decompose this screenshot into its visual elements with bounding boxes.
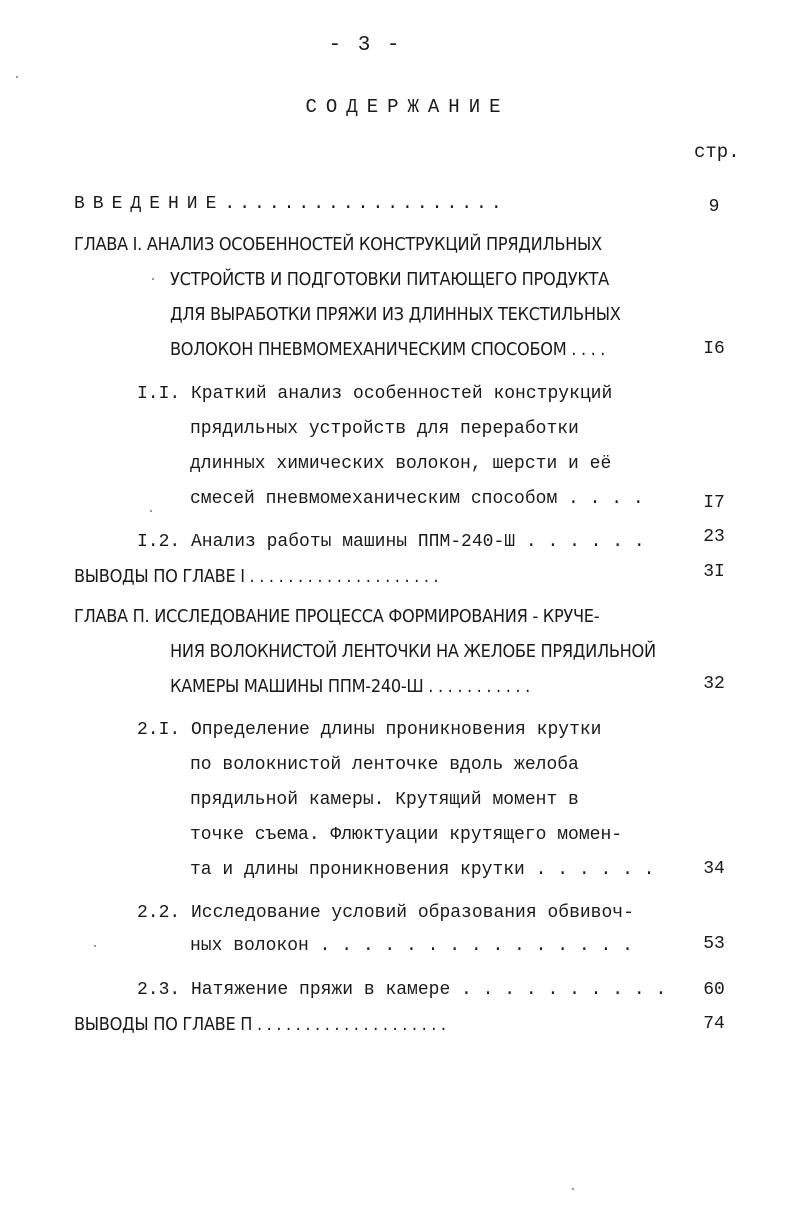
page-number: - 3 -: [328, 34, 402, 57]
toc-page-conclusions-1: 3I: [703, 562, 725, 582]
toc-chapter-2-line: ГЛАВА П. ИССЛЕДОВАНИЕ ПРОЦЕССА ФОРМИРОВАНИЯ - КРУЧЕ-: [74, 606, 600, 627]
toc-page-chapter-2: 32: [703, 674, 725, 694]
toc-page-section-2-3: 60: [703, 980, 725, 1000]
toc-page-section-2-1: 34: [703, 859, 725, 879]
toc-page-chapter-1: I6: [703, 339, 725, 359]
scan-speck: [94, 945, 96, 947]
toc-section-1-1-line: прядильных устройств для переработки: [190, 419, 579, 439]
toc-page-conclusions-2: 74: [703, 1014, 725, 1034]
toc-page-section-1-2: 23: [703, 527, 725, 547]
toc-section-2-3: 2.3. Натяжение пряжи в камере . . . . . . . . . .: [137, 980, 667, 1000]
toc-chapter-1-line: УСТРОЙСТВ И ПОДГОТОВКИ ПИТАЮЩЕГО ПРОДУКТА: [170, 269, 609, 290]
toc-conclusions-2: ВЫВОДЫ ПО ГЛАВЕ П . . . . . . . . . . . . . . . . . . . .: [74, 1014, 446, 1035]
toc-chapter-2-line: КАМЕРЫ МАШИНЫ ППМ-240-Ш . . . . . . . . . . .: [170, 676, 530, 697]
toc-chapter-2-line: НИЯ ВОЛОКНИСТОЙ ЛЕНТОЧКИ НА ЖЕЛОБЕ ПРЯДИЛЬНОЙ: [170, 641, 656, 662]
toc-section-1-1-line: I.I. Краткий анализ особенностей конструкций: [137, 384, 613, 404]
toc-section-2-1-line: по волокнистой ленточке вдоль желоба: [190, 755, 579, 775]
toc-section-2-1-line: та и длины проникновения крутки . . . . . .: [190, 860, 655, 880]
page-column-label: стр.: [694, 141, 740, 163]
toc-page-section-1-1: I7: [703, 493, 725, 513]
toc-section-2-1-line: прядильной камеры. Крутящий момент в: [190, 790, 579, 810]
scan-speck: [572, 1188, 574, 1190]
document-title: СОДЕРЖАНИЕ: [305, 96, 510, 118]
toc-section-2-2-line: 2.2. Исследование условий образования обвивоч-: [137, 903, 634, 923]
toc-page-intro: 9: [708, 197, 720, 217]
toc-section-1-1-line: смесей пневмомеханическим способом . . . .: [190, 489, 644, 509]
scan-speck: [150, 510, 152, 512]
scan-speck: [152, 278, 154, 280]
toc-section-1-2: I.2. Анализ работы машины ППМ-240-Ш . . . . . .: [137, 532, 645, 552]
toc-section-2-2-line: ных волокон . . . . . . . . . . . . . . .: [190, 936, 633, 956]
toc-chapter-1-line: ДЛЯ ВЫРАБОТКИ ПРЯЖИ ИЗ ДЛИННЫХ ТЕКСТИЛЬНЫХ: [170, 304, 621, 325]
toc-conclusions-1: ВЫВОДЫ ПО ГЛАВЕ I . . . . . . . . . . . . . . . . . . . .: [74, 566, 439, 587]
scan-speck: [16, 76, 18, 78]
toc-page-section-2-2: 53: [703, 934, 725, 954]
toc-entry-intro: [74, 193, 506, 215]
toc-chapter-1-line: ВОЛОКОН ПНЕВМОМЕХАНИЧЕСКИМ СПОСОБОМ . . . .: [170, 339, 606, 360]
toc-section-2-1-line: 2.I. Определение длины проникновения крутки: [137, 720, 602, 740]
toc-section-2-1-line: точке съема. Флюктуации крутящего момен-: [190, 825, 623, 845]
leader-dots: ...................: [224, 194, 506, 214]
toc-chapter-1-line: ГЛАВА I. АНАЛИЗ ОСОБЕННОСТЕЙ КОНСТРУКЦИЙ ПРЯДИЛЬНЫХ: [74, 234, 602, 255]
toc-section-1-1-line: длинных химических волокон, шерсти и её: [190, 454, 612, 474]
toc-entry-intro-text: ВВЕДЕНИЕ: [74, 194, 225, 214]
